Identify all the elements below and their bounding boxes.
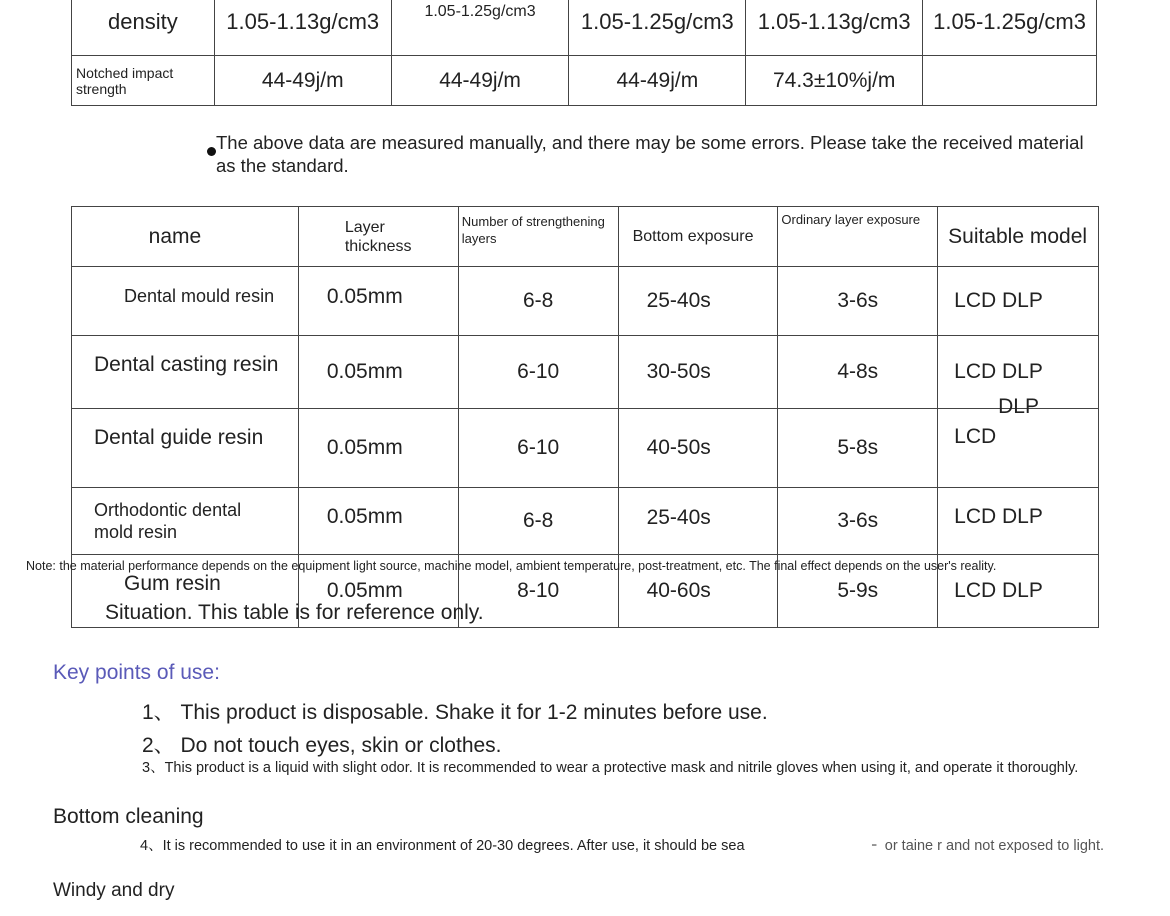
bullet-icon: [207, 147, 216, 156]
windy-dry-text: Windy and dry: [53, 880, 175, 901]
header-strengthening-layers: Number of strengthening layers: [458, 207, 618, 267]
bottom-cleaning-heading: Bottom cleaning: [53, 805, 204, 828]
table-row: [72, 409, 1099, 488]
ordinary-layer-exposure: 4-8s: [778, 336, 938, 409]
table-row: [72, 336, 1099, 409]
ordinary-layer-exposure: 3-6s: [778, 488, 938, 555]
ordinary-layer-exposure: 3-6s: [778, 267, 938, 336]
density-label: density: [72, 0, 215, 56]
impact-value: 44-49j/m: [569, 56, 746, 106]
layer-thickness: 0.05mm: [298, 336, 458, 409]
impact-label: Notched impact strength: [72, 56, 215, 106]
strengthening-layers: 6-10: [458, 409, 618, 488]
impact-row: [72, 56, 1097, 106]
point-item-faded: ╴ or taine r and not exposed to light.: [872, 838, 1105, 854]
strengthening-layers: 8-10: [458, 555, 618, 628]
strengthening-layers: 6-10: [458, 336, 618, 409]
header-name: name: [72, 207, 299, 267]
point-item: 3、This product is a liquid with slight odor. It is recommended to wear a protective mask and nitrile gloves when using it, and operate it thoroughly.: [142, 760, 1079, 776]
suitable-model-top: DLP: [998, 395, 1039, 418]
ordinary-layer-exposure: 5-9s: [778, 555, 938, 628]
bottom-exposure: 40-50s: [618, 409, 778, 488]
layer-thickness: 0.05mm: [298, 267, 458, 336]
density-value: 1.05-1.13g/cm3: [214, 0, 391, 56]
resin-name: Dental mould resin: [72, 267, 299, 336]
impact-value: [923, 56, 1097, 106]
impact-value: 74.3±10%j/m: [746, 56, 923, 106]
situation-text: Situation. This table is for reference only.: [105, 601, 484, 624]
resin-name: Dental casting resin: [72, 336, 299, 409]
point-item: 1、 This product is disposable. Shake it for 1-2 minutes before use.: [142, 701, 768, 724]
disclaimer-text: The above data are measured manually, and there may be some errors. Please take the received material as the standard.: [216, 132, 1084, 176]
table-row: [72, 488, 1099, 555]
resin-name: Gum resin: [72, 555, 299, 628]
suitable-model: [938, 395, 1099, 488]
strengthening-layers: 6-8: [458, 488, 618, 555]
header-layer-thickness: Layer thickness: [298, 207, 458, 267]
property-table: [71, 0, 1097, 106]
bottom-exposure: 30-50s: [618, 336, 778, 409]
bottom-exposure: 25-40s: [618, 488, 778, 555]
density-value: 1.05-1.25g/cm3: [391, 0, 569, 56]
layer-thickness: 0.05mm: [298, 488, 458, 555]
impact-value: 44-49j/m: [391, 56, 569, 106]
note-text: Note: the material performance depends on the equipment light source, machine model, ambient temperature, post-treatment, etc. The final effect depends on the user's reality.: [26, 559, 997, 573]
header-bottom-exposure: Bottom exposure: [618, 207, 778, 267]
layer-thickness: 0.05mm: [298, 555, 458, 628]
suitable-model-bottom: LCD: [954, 425, 997, 448]
density-value: 1.05-1.13g/cm3: [746, 0, 923, 56]
table-header-row: [72, 207, 1099, 267]
suitable-model: LCD DLP: [938, 336, 1099, 409]
table-row: [72, 267, 1099, 336]
bottom-exposure: 40-60s: [618, 555, 778, 628]
ordinary-layer-exposure: 5-8s: [778, 409, 938, 488]
density-value: 1.05-1.25g/cm3: [923, 0, 1097, 56]
resin-name: Dental guide resin: [72, 409, 299, 488]
header-layer-exposure: Ordinary layer exposure: [778, 207, 938, 267]
suitable-model: LCD DLP: [938, 267, 1099, 336]
header-suitable-model: Suitable model: [938, 207, 1099, 267]
point-item: 2、 Do not touch eyes, skin or clothes.: [142, 734, 502, 757]
point-item: 4、It is recommended to use it in an environment of 20-30 degrees. After use, it should be sea: [140, 838, 745, 854]
density-value: 1.05-1.25g/cm3: [569, 0, 746, 56]
layer-thickness: 0.05mm: [298, 409, 458, 488]
resin-name: Orthodontic dental mold resin: [72, 488, 299, 555]
suitable-model: LCD DLP: [938, 555, 1099, 628]
bottom-exposure: 25-40s: [618, 267, 778, 336]
impact-value: 44-49j/m: [214, 56, 391, 106]
key-points-title: Key points of use:: [53, 661, 220, 684]
strengthening-layers: 6-8: [458, 267, 618, 336]
density-row: [72, 0, 1097, 56]
suitable-model: LCD DLP: [938, 488, 1099, 555]
